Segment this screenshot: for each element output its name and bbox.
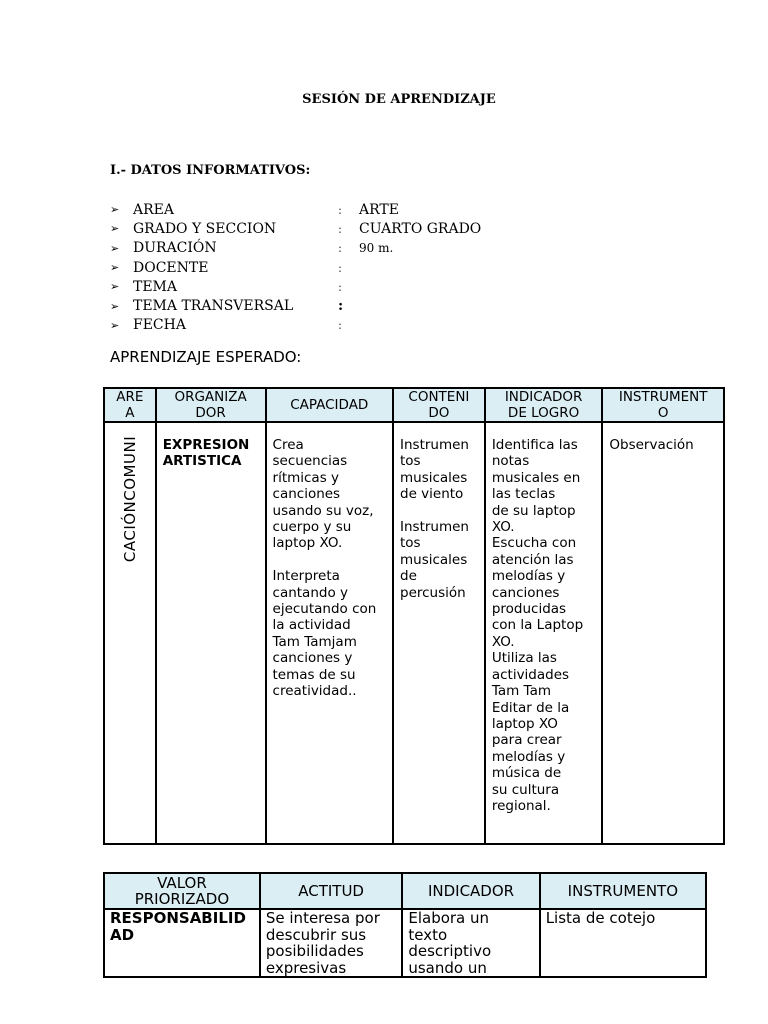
values-table — [103, 872, 707, 978]
contenido-cell: Instrumen tos musicales de viento Instrumen tos musicales de percusión — [393, 422, 485, 844]
area-vertical-text: CACIÓNCOMUNI — [120, 435, 139, 563]
info-row-fecha — [110, 316, 481, 335]
header-area: ARE A — [104, 388, 156, 422]
expected-learning-heading: APRENDIZAJE ESPERADO: — [110, 348, 302, 366]
info-value: ARTE — [359, 201, 399, 218]
info-colon: : — [338, 202, 343, 217]
info-label: GRADO Y SECCION — [133, 220, 277, 237]
header-contenido: CONTENI DO — [393, 388, 485, 422]
header-indicador: INDICADOR — [402, 873, 539, 909]
info-colon: : — [338, 279, 343, 294]
info-colon: : — [338, 318, 343, 333]
arrowhead-bullet-icon: ➢ — [110, 241, 120, 255]
header-indicador: INDICADOR DE LOGRO — [485, 388, 603, 422]
info-colon: : — [338, 260, 343, 275]
info-row-area — [110, 200, 481, 219]
info-colon: : — [338, 221, 343, 236]
table-header-row — [104, 873, 706, 909]
info-colon: : — [338, 241, 343, 256]
instrumento-cell: Observación — [602, 422, 724, 844]
info-value: 90 m. — [359, 241, 394, 256]
info-label: FECHA — [133, 317, 186, 334]
info-label: DOCENTE — [133, 259, 209, 276]
actitud-cell: Se interesa por descubrir sus posibilidades expresivas — [260, 909, 402, 977]
info-row-tema-transversal — [110, 296, 481, 315]
info-list — [110, 200, 481, 335]
arrowhead-bullet-icon: ➢ — [110, 203, 120, 217]
organizador-cell: EXPRESION ARTISTICA — [156, 422, 266, 844]
table-row — [104, 422, 724, 844]
header-capacidad: CAPACIDAD — [266, 388, 393, 422]
arrowhead-bullet-icon: ➢ — [110, 222, 120, 236]
header-organizador: ORGANIZA DOR — [156, 388, 266, 422]
capacidad-cell: Crea secuencias rítmicas y canciones usando su voz, cuerpo y su laptop XO. Interpreta cantando y ejecutando con la actividad Tam Tamjam canciones y temas de su creatividad.. — [266, 422, 393, 844]
header-instrumento: INSTRUMENT O — [602, 388, 724, 422]
table-header-row — [104, 388, 724, 422]
info-row-tema — [110, 277, 481, 296]
instrumento-cell: Lista de cotejo — [540, 909, 706, 977]
info-row-duracion — [110, 239, 481, 258]
info-row-grado — [110, 219, 481, 238]
info-row-docente — [110, 258, 481, 277]
info-label: TEMA TRANSVERSAL — [133, 298, 294, 315]
arrowhead-bullet-icon: ➢ — [110, 318, 120, 332]
header-valor: VALOR PRIORIZADO — [104, 873, 260, 909]
arrowhead-bullet-icon: ➢ — [110, 280, 120, 294]
table-row — [104, 909, 706, 977]
section-heading: I.- DATOS INFORMATIVOS: — [110, 163, 311, 178]
info-value: CUARTO GRADO — [359, 220, 482, 237]
learning-table — [103, 387, 725, 845]
info-label: DURACIÓN — [133, 240, 217, 257]
info-label: TEMA — [133, 278, 178, 295]
arrowhead-bullet-icon: ➢ — [110, 299, 120, 313]
valor-cell: RESPONSABILID AD — [104, 909, 260, 977]
info-label: AREA — [133, 201, 174, 218]
arrowhead-bullet-icon: ➢ — [110, 261, 120, 275]
area-cell — [104, 422, 156, 844]
document-title: SESIÓN DE APRENDIZAJE — [302, 92, 496, 107]
header-actitud: ACTITUD — [260, 873, 402, 909]
header-instrumento: INSTRUMENTO — [540, 873, 706, 909]
info-colon: : — [338, 298, 344, 315]
indicador-cell: Identifica las notas musicales en las teclas de su laptop XO. Escucha con atención las melodías y canciones producidas con la Laptop XO. Utiliza las actividades Tam Tam Editar de la laptop XO para crear melodías y música de su cultura regional. — [485, 422, 603, 844]
indicador-cell: Elabora un texto descriptivo usando un — [402, 909, 539, 977]
